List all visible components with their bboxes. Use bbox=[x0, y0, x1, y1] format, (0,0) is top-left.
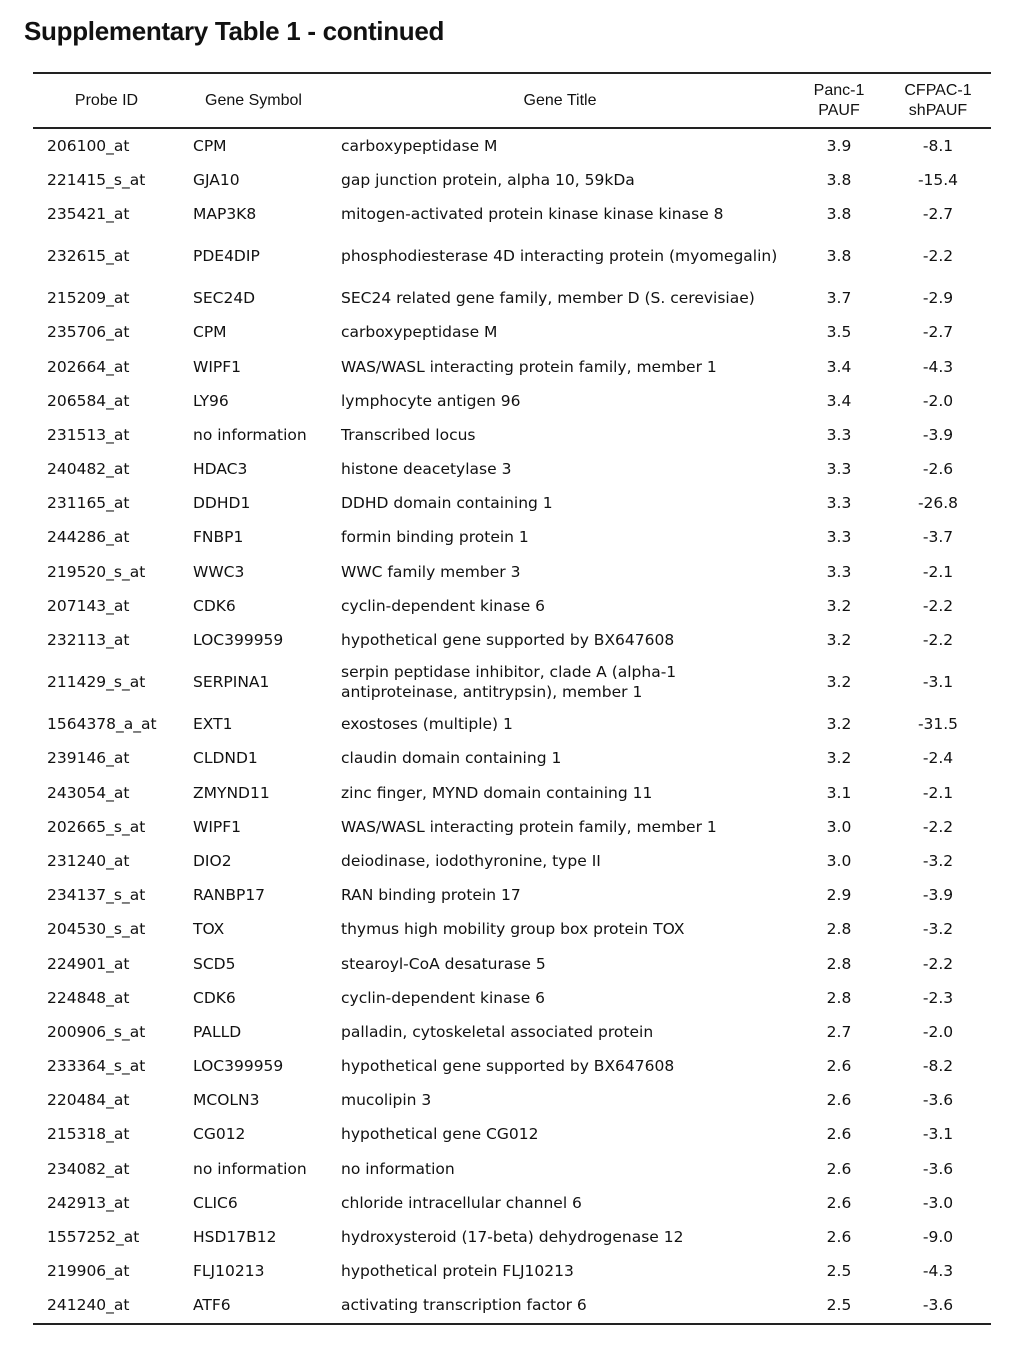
gene-title-cell: hypothetical gene CG012 bbox=[341, 1125, 539, 1144]
gene-symbol-cell: LY96 bbox=[193, 391, 229, 410]
table-row bbox=[33, 878, 991, 912]
table-row bbox=[33, 231, 991, 281]
probe-id-cell: 240482_at bbox=[47, 460, 130, 479]
table-bottom-rule bbox=[33, 1323, 991, 1325]
gene-symbol-cell: WWC3 bbox=[193, 562, 245, 581]
cfpac1-value-cell: -4.3 bbox=[922, 357, 954, 376]
header-cfpac1-shpauf bbox=[885, 81, 991, 121]
table-row bbox=[33, 1015, 991, 1049]
panc1-value-cell: 3.2 bbox=[826, 715, 852, 734]
cfpac1-value-cell: -3.2 bbox=[922, 920, 954, 939]
panc1-value-cell: 2.5 bbox=[826, 1296, 852, 1315]
header-cfpac1-line2: shPAUF bbox=[908, 101, 968, 119]
gene-symbol-cell: CG012 bbox=[193, 1125, 246, 1144]
gene-title-cell: no information bbox=[341, 1159, 455, 1178]
cfpac1-value-cell: -2.2 bbox=[922, 817, 954, 836]
probe-id-cell: 241240_at bbox=[47, 1296, 130, 1315]
probe-id-cell: 206584_at bbox=[47, 391, 130, 410]
table-row bbox=[33, 452, 991, 486]
probe-id-cell: 220484_at bbox=[47, 1091, 130, 1110]
probe-id-cell: 202664_at bbox=[47, 357, 130, 376]
gene-title-cell: cyclin-dependent kinase 6 bbox=[341, 596, 546, 615]
probe-id-cell: 234137_s_at bbox=[47, 886, 146, 905]
gene-symbol-cell: DDHD1 bbox=[193, 494, 251, 513]
gene-title-cell: thymus high mobility group box protein TOX bbox=[341, 920, 685, 939]
cfpac1-value-cell: -8.1 bbox=[922, 136, 954, 155]
gene-title-cell: Transcribed locus bbox=[341, 425, 476, 444]
cfpac1-value-cell: -2.0 bbox=[922, 1022, 954, 1041]
panc1-value-cell: 3.8 bbox=[826, 170, 852, 189]
panc1-value-cell: 3.3 bbox=[826, 562, 852, 581]
probe-id-cell: 235421_at bbox=[47, 204, 130, 223]
gene-symbol-cell: LOC399959 bbox=[193, 631, 284, 650]
panc1-value-cell: 2.6 bbox=[826, 1228, 852, 1247]
probe-id-cell: 224848_at bbox=[47, 988, 130, 1007]
gene-title-cell: phosphodiesterase 4D interacting protein (myomegalin) bbox=[341, 247, 778, 266]
cfpac1-value-cell: -2.2 bbox=[922, 954, 954, 973]
gene-title-cell: exostoses (multiple) 1 bbox=[341, 715, 513, 734]
panc1-value-cell: 3.3 bbox=[826, 425, 852, 444]
gene-symbol-cell: WIPF1 bbox=[193, 357, 242, 376]
table-row bbox=[33, 946, 991, 980]
gene-symbol-cell: FNBP1 bbox=[193, 528, 244, 547]
cfpac1-value-cell: -2.3 bbox=[922, 988, 954, 1007]
cfpac1-value-cell: -2.2 bbox=[922, 631, 954, 650]
probe-id-cell: 231165_at bbox=[47, 494, 130, 513]
data-table bbox=[33, 72, 991, 1325]
probe-id-cell: 219906_at bbox=[47, 1262, 130, 1281]
gene-title-cell: claudin domain containing 1 bbox=[341, 749, 562, 768]
probe-id-cell: 231513_at bbox=[47, 425, 130, 444]
gene-title-cell: SEC24 related gene family, member D (S. cerevisiae) bbox=[341, 289, 755, 308]
table-row bbox=[33, 520, 991, 554]
gene-title-cell: deiodinase, iodothyronine, type II bbox=[341, 851, 601, 870]
gene-symbol-cell: RANBP17 bbox=[193, 886, 266, 905]
gene-symbol-cell: no information bbox=[193, 425, 307, 444]
panc1-value-cell: 2.6 bbox=[826, 1125, 852, 1144]
gene-title-cell: carboxypeptidase M bbox=[341, 136, 498, 155]
probe-id-cell: 1557252_at bbox=[47, 1228, 140, 1247]
table-row bbox=[33, 589, 991, 623]
cfpac1-value-cell: -2.7 bbox=[922, 204, 954, 223]
gene-symbol-cell: ZMYND11 bbox=[193, 783, 270, 802]
gene-symbol-cell: PALLD bbox=[193, 1022, 242, 1041]
panc1-value-cell: 2.9 bbox=[826, 886, 852, 905]
table-header bbox=[33, 74, 991, 127]
gene-symbol-cell: no information bbox=[193, 1159, 307, 1178]
gene-title-cell: mitogen-activated protein kinase kinase kinase 8 bbox=[341, 204, 724, 223]
panc1-value-cell: 2.6 bbox=[826, 1091, 852, 1110]
gene-title-cell: WAS/WASL interacting protein family, member 1 bbox=[341, 357, 717, 376]
table-row bbox=[33, 1288, 991, 1322]
gene-title-cell: cyclin-dependent kinase 6 bbox=[341, 988, 546, 1007]
header-gene-title: Gene Title bbox=[523, 91, 597, 109]
table-row bbox=[33, 776, 991, 810]
gene-symbol-cell: CLIC6 bbox=[193, 1193, 238, 1212]
gene-symbol-cell: CDK6 bbox=[193, 988, 236, 1007]
cfpac1-value-cell: -3.1 bbox=[922, 673, 954, 692]
gene-symbol-cell: SCD5 bbox=[193, 954, 236, 973]
table-row bbox=[33, 197, 991, 231]
gene-title-cell: WWC family member 3 bbox=[341, 562, 521, 581]
probe-id-cell: 232615_at bbox=[47, 247, 130, 266]
panc1-value-cell: 2.5 bbox=[826, 1262, 852, 1281]
panc1-value-cell: 3.3 bbox=[826, 460, 852, 479]
gene-title-cell: serpin peptidase inhibitor, clade A (alpha-1 antiproteinase, antitrypsin), member 1 bbox=[341, 663, 677, 702]
gene-symbol-cell: GJA10 bbox=[193, 170, 240, 189]
cfpac1-value-cell: -8.2 bbox=[922, 1057, 954, 1076]
table-row bbox=[33, 1186, 991, 1220]
cfpac1-value-cell: -26.8 bbox=[917, 494, 959, 513]
probe-id-cell: 234082_at bbox=[47, 1159, 130, 1178]
panc1-value-cell: 3.2 bbox=[826, 749, 852, 768]
gene-title-cell: hypothetical gene supported by BX647608 bbox=[341, 1057, 675, 1076]
gene-symbol-cell: CPM bbox=[193, 323, 227, 342]
table-row bbox=[33, 315, 991, 349]
gene-symbol-cell: MAP3K8 bbox=[193, 204, 257, 223]
gene-symbol-cell: CLDND1 bbox=[193, 749, 258, 768]
probe-id-cell: 232113_at bbox=[47, 631, 130, 650]
probe-id-cell: 206100_at bbox=[47, 136, 130, 155]
gene-title-cell: mucolipin 3 bbox=[341, 1091, 432, 1110]
cfpac1-value-cell: -2.7 bbox=[922, 323, 954, 342]
cfpac1-value-cell: -9.0 bbox=[922, 1228, 954, 1247]
probe-id-cell: 219520_s_at bbox=[47, 562, 146, 581]
panc1-value-cell: 3.2 bbox=[826, 673, 852, 692]
panc1-value-cell: 3.7 bbox=[826, 289, 852, 308]
panc1-value-cell: 3.3 bbox=[826, 528, 852, 547]
gene-title-cell: palladin, cytoskeletal associated protein bbox=[341, 1022, 654, 1041]
cfpac1-value-cell: -3.6 bbox=[922, 1091, 954, 1110]
cfpac1-value-cell: -2.1 bbox=[922, 562, 954, 581]
probe-id-cell: 211429_s_at bbox=[47, 673, 146, 692]
panc1-value-cell: 3.0 bbox=[826, 817, 852, 836]
panc1-value-cell: 3.4 bbox=[826, 357, 852, 376]
cfpac1-value-cell: -2.1 bbox=[922, 783, 954, 802]
cfpac1-value-cell: -2.6 bbox=[922, 460, 954, 479]
panc1-value-cell: 3.9 bbox=[826, 136, 852, 155]
header-cfpac1-line1: CFPAC-1 bbox=[904, 81, 972, 99]
cfpac1-value-cell: -3.9 bbox=[922, 886, 954, 905]
cfpac1-value-cell: -2.2 bbox=[922, 247, 954, 266]
gene-symbol-cell: SEC24D bbox=[193, 289, 256, 308]
table-row bbox=[33, 707, 991, 741]
gene-symbol-cell: ATF6 bbox=[193, 1296, 231, 1315]
page-title: Supplementary Table 1 - continued bbox=[24, 16, 445, 46]
panc1-value-cell: 3.2 bbox=[826, 596, 852, 615]
probe-id-cell: 202665_s_at bbox=[47, 817, 146, 836]
table-row bbox=[33, 384, 991, 418]
probe-id-cell: 239146_at bbox=[47, 749, 130, 768]
panc1-value-cell: 2.8 bbox=[826, 920, 852, 939]
header-gene-symbol: Gene Symbol bbox=[205, 91, 302, 109]
gene-title-cell: RAN binding protein 17 bbox=[341, 886, 521, 905]
header-panc1-line1: Panc-1 bbox=[813, 81, 865, 99]
probe-id-cell: 231240_at bbox=[47, 851, 130, 870]
gene-symbol-cell: DIO2 bbox=[193, 851, 232, 870]
panc1-value-cell: 3.0 bbox=[826, 851, 852, 870]
gene-symbol-cell: SERPINA1 bbox=[193, 673, 270, 692]
table-row bbox=[33, 844, 991, 878]
probe-id-cell: 224901_at bbox=[47, 954, 130, 973]
probe-id-cell: 1564378_a_at bbox=[47, 715, 157, 734]
table-row bbox=[33, 1152, 991, 1186]
probe-id-cell: 215209_at bbox=[47, 289, 130, 308]
gene-title-cell: formin binding protein 1 bbox=[341, 528, 529, 547]
table-row bbox=[33, 281, 991, 315]
gene-title-cell: zinc finger, MYND domain containing 11 bbox=[341, 783, 653, 802]
gene-symbol-cell: MCOLN3 bbox=[193, 1091, 260, 1110]
table-body bbox=[33, 129, 991, 1323]
table-row bbox=[33, 349, 991, 383]
probe-id-cell: 233364_s_at bbox=[47, 1057, 146, 1076]
gene-title-cell: chloride intracellular channel 6 bbox=[341, 1193, 582, 1212]
gene-title-cell: hypothetical protein FLJ10213 bbox=[341, 1262, 574, 1281]
table-row bbox=[33, 163, 991, 197]
gene-title-cell: lymphocyte antigen 96 bbox=[341, 391, 521, 410]
cfpac1-value-cell: -2.4 bbox=[922, 749, 954, 768]
cfpac1-value-cell: -2.0 bbox=[922, 391, 954, 410]
gene-symbol-cell: HSD17B12 bbox=[193, 1228, 277, 1247]
table-row bbox=[33, 1220, 991, 1254]
probe-id-cell: 215318_at bbox=[47, 1125, 130, 1144]
gene-title-cell: hypothetical gene supported by BX647608 bbox=[341, 631, 675, 650]
table-row bbox=[33, 912, 991, 946]
cfpac1-value-cell: -15.4 bbox=[917, 170, 959, 189]
table-row bbox=[33, 129, 991, 163]
header-panc1-pauf bbox=[793, 81, 885, 121]
panc1-value-cell: 3.3 bbox=[826, 494, 852, 513]
cfpac1-value-cell: -2.2 bbox=[922, 596, 954, 615]
panc1-value-cell: 2.6 bbox=[826, 1193, 852, 1212]
cfpac1-value-cell: -2.9 bbox=[922, 289, 954, 308]
panc1-value-cell: 2.8 bbox=[826, 988, 852, 1007]
probe-id-cell: 204530_s_at bbox=[47, 920, 146, 939]
probe-id-cell: 235706_at bbox=[47, 323, 130, 342]
probe-id-cell: 207143_at bbox=[47, 596, 130, 615]
cfpac1-value-cell: -3.6 bbox=[922, 1159, 954, 1178]
cfpac1-value-cell: -3.1 bbox=[922, 1125, 954, 1144]
panc1-value-cell: 3.8 bbox=[826, 204, 852, 223]
probe-id-cell: 200906_s_at bbox=[47, 1022, 146, 1041]
table-row bbox=[33, 1117, 991, 1151]
gene-symbol-cell: FLJ10213 bbox=[193, 1262, 265, 1281]
cfpac1-value-cell: -3.9 bbox=[922, 425, 954, 444]
gene-symbol-cell: EXT1 bbox=[193, 715, 233, 734]
cfpac1-value-cell: -31.5 bbox=[917, 715, 959, 734]
panc1-value-cell: 2.8 bbox=[826, 954, 852, 973]
header-panc1-line2: PAUF bbox=[818, 101, 860, 119]
table-row bbox=[33, 1083, 991, 1117]
table-row bbox=[33, 1254, 991, 1288]
header-probe-id: Probe ID bbox=[74, 91, 139, 109]
panc1-value-cell: 2.6 bbox=[826, 1159, 852, 1178]
table-row bbox=[33, 623, 991, 657]
gene-symbol-cell: PDE4DIP bbox=[193, 247, 260, 266]
table-row bbox=[33, 418, 991, 452]
gene-title-cell: DDHD domain containing 1 bbox=[341, 494, 553, 513]
panc1-value-cell: 3.2 bbox=[826, 631, 852, 650]
cfpac1-value-cell: -3.6 bbox=[922, 1296, 954, 1315]
table-row bbox=[33, 486, 991, 520]
panc1-value-cell: 3.1 bbox=[826, 783, 852, 802]
probe-id-cell: 243054_at bbox=[47, 783, 130, 802]
probe-id-cell: 242913_at bbox=[47, 1193, 130, 1212]
cfpac1-value-cell: -4.3 bbox=[922, 1262, 954, 1281]
gene-title-cell: histone deacetylase 3 bbox=[341, 460, 512, 479]
gene-title-cell: gap junction protein, alpha 10, 59kDa bbox=[341, 170, 635, 189]
probe-id-cell: 221415_s_at bbox=[47, 170, 146, 189]
cfpac1-value-cell: -3.2 bbox=[922, 851, 954, 870]
table-row bbox=[33, 810, 991, 844]
cfpac1-value-cell: -3.0 bbox=[922, 1193, 954, 1212]
gene-symbol-cell: CPM bbox=[193, 136, 227, 155]
table-row bbox=[33, 741, 991, 775]
gene-symbol-cell: CDK6 bbox=[193, 596, 236, 615]
gene-symbol-cell: HDAC3 bbox=[193, 460, 248, 479]
panc1-value-cell: 2.6 bbox=[826, 1057, 852, 1076]
panc1-value-cell: 2.7 bbox=[826, 1022, 852, 1041]
gene-title-cell: activating transcription factor 6 bbox=[341, 1296, 587, 1315]
table-row bbox=[33, 657, 991, 707]
panc1-value-cell: 3.4 bbox=[826, 391, 852, 410]
table-row bbox=[33, 1049, 991, 1083]
gene-symbol-cell: LOC399959 bbox=[193, 1057, 284, 1076]
gene-title-cell: WAS/WASL interacting protein family, member 1 bbox=[341, 817, 717, 836]
panc1-value-cell: 3.5 bbox=[826, 323, 852, 342]
table-row bbox=[33, 981, 991, 1015]
gene-symbol-cell: TOX bbox=[193, 920, 225, 939]
panc1-value-cell: 3.8 bbox=[826, 247, 852, 266]
gene-title-cell: hydroxysteroid (17-beta) dehydrogenase 12 bbox=[341, 1228, 684, 1247]
gene-title-cell: stearoyl-CoA desaturase 5 bbox=[341, 954, 546, 973]
gene-title-cell: carboxypeptidase M bbox=[341, 323, 498, 342]
table-row bbox=[33, 555, 991, 589]
probe-id-cell: 244286_at bbox=[47, 528, 130, 547]
gene-symbol-cell: WIPF1 bbox=[193, 817, 242, 836]
cfpac1-value-cell: -3.7 bbox=[922, 528, 954, 547]
